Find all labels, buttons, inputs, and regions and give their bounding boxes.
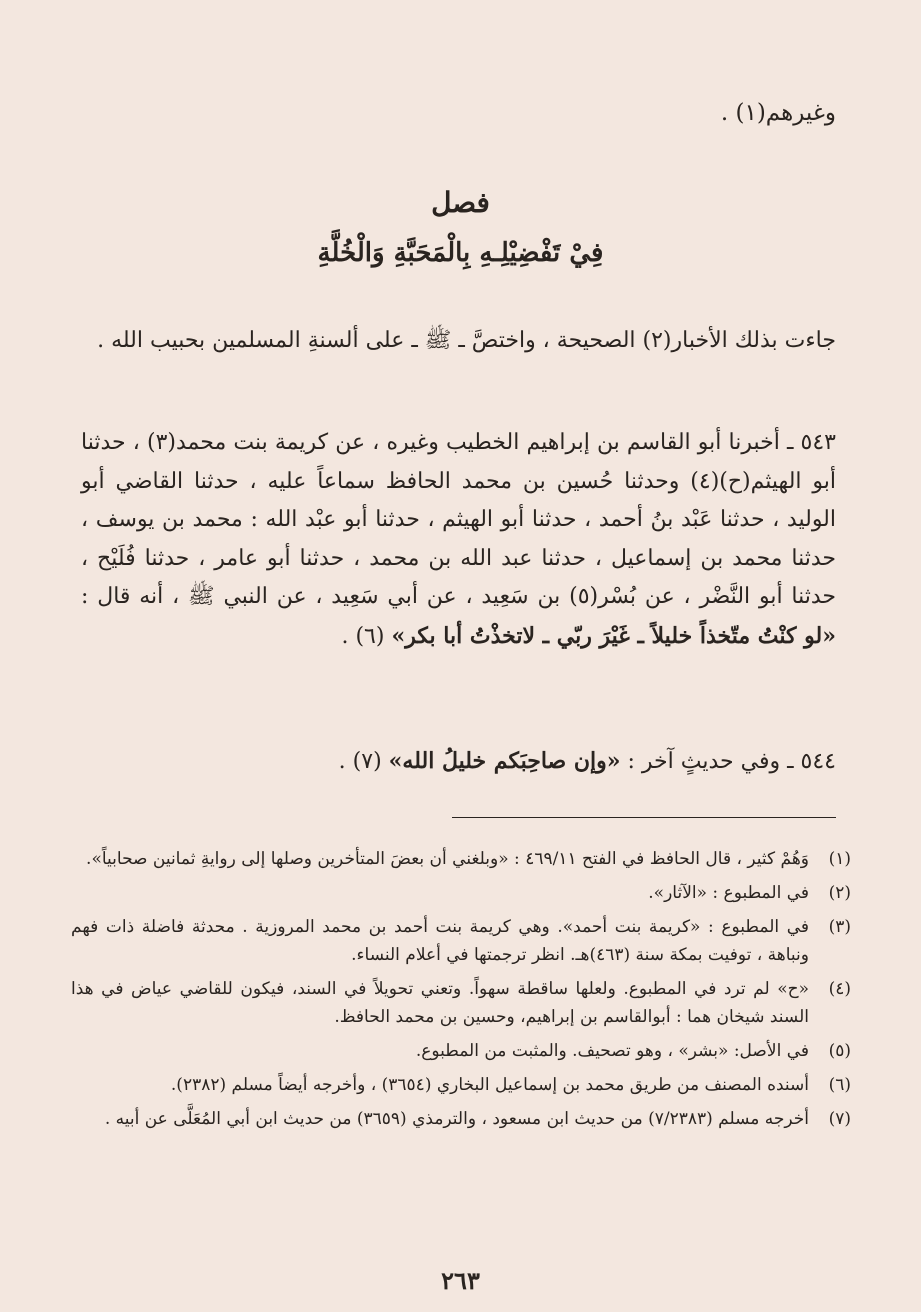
hadith-footnote-ref: (٦) . (341, 623, 385, 649)
footnotes (71, 845, 851, 1139)
footnote-number: (٧) (828, 1109, 851, 1129)
section-title: فصل (431, 186, 490, 219)
page-number: ٢٦٣ (441, 1266, 480, 1295)
hadith-543 (81, 424, 836, 656)
footnote-number: (١) (828, 849, 851, 869)
footnote (71, 975, 851, 1031)
footnote-divider (452, 817, 836, 818)
footnote-text: وَهُمْ كثير ، قال الحافظ في الفتح ٤٦٩/١١ : «وبلغني أن بعضَ المتأخرين وصلها إلى روايةِ ثمانين صحابياً». (86, 849, 809, 869)
footnote-text: في المطبوع : «كريمة بنت أحمد». وهي كريمة بنت أحمد بن محمد المروزية . محدثة فاضلة ذات فهم ونباهة ، توفيت بمكة سنة (٤٦٣)هـ. انظر ترجمتها في أعلام النساء. (71, 917, 809, 965)
footnote-text: في الأصل: «بشر» ، وهو تصحيف. والمثبت من المطبوع. (415, 1041, 809, 1061)
footnote (71, 913, 851, 969)
hadith-chain: ٥٤٣ ـ أخبرنا أبو القاسم بن إبراهيم الخطيب وغيره ، عن كريمة بنت محمد(٣) ، حدثنا أبو الهيثم(ح)(٤) وحدثنا حُسين بن محمد الحافظ سماعاً عليه ، حدثنا القاضي أبو الوليد ، حدثنا عَبْد بنُ أحمد ، حدثنا أبو الهيثم ، حدثنا أبو عبْد الله : محمد بن يوسف ، حدثنا محمد بن إسماعيل ، حدثنا عبد الله بن محمد ، حدثنا أبو عامر ، حدثنا فُلَيْح ، حدثنا أبو النَّضْر ، عن بُسْر(٥) بن سَعِيد ، عن أبي سَعِيد ، عن النبي ﷺ ، أنه قال : (81, 430, 836, 609)
footnote-number: (٤) (828, 979, 851, 999)
footnote-text: أسنده المصنف من طريق محمد بن إسماعيل البخاري (٣٦٥٤) ، وأخرجه أيضاً مسلم (٢٣٨٢). (170, 1075, 809, 1095)
footnote-number: (٢) (828, 883, 851, 903)
hadith-intro: ٥٤٤ ـ وفي حديثٍ آخر : (627, 749, 836, 774)
opening-line: وغيرهم(١) . (720, 100, 836, 126)
footnote (71, 1037, 851, 1065)
section-subtitle: فِيْ تَفْضِيْلِـهِ بِالْمَحَبَّةِ وَالْخُلَّةِ (317, 238, 604, 268)
hadith-quote: «لو كنْتُ متّخذاً خليلاً ـ غَيْرَ ربّي ـ لاتخذْتُ أبا بكر» (391, 622, 836, 649)
hadith-footnote-ref: (٧) . (338, 749, 382, 774)
footnote-number: (٦) (828, 1075, 851, 1095)
footnote-text: في المطبوع : «الآثار». (648, 883, 809, 903)
hadith-quote: «وإن صاحِبَكم خليلُ الله» (388, 748, 621, 774)
footnote (71, 845, 851, 873)
hadith-544 (81, 742, 836, 782)
footnote-number: (٥) (828, 1041, 851, 1061)
paragraph-intro (81, 322, 836, 361)
footnote (71, 879, 851, 907)
footnote-number: (٣) (828, 917, 851, 937)
footnote (71, 1105, 851, 1133)
footnote-text: أخرجه مسلم (٧/٢٣٨٣) من حديث ابن مسعود ، والترمذي (٣٦٥٩) من حديث ابن أبي المُعَلَّى عن أبيه . (104, 1109, 809, 1129)
footnote-text: «ح» لم ترد في المطبوع. ولعلها ساقطة سهواً. وتعني تحويلاً في السند، فيكون للقاضي عياض في هذا السند شيخان هما : أبوالقاسم بن إبراهيم، وحسين بن محمد الحافظ. (71, 979, 809, 1027)
paragraph-text: جاءت بذلك الأخبار(٢) الصحيحة ، واختصَّ ـ ﷺ ـ على ألسنةِ المسلمين بحبيب الله . (97, 328, 836, 353)
footnote (71, 1071, 851, 1099)
